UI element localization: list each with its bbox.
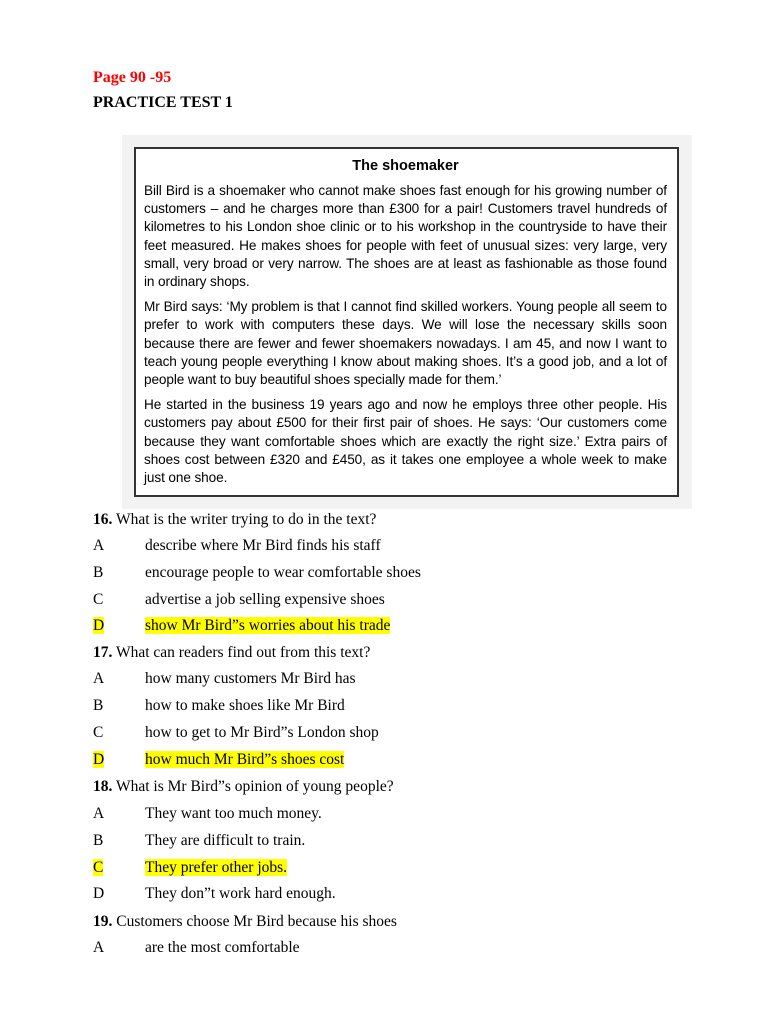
option-letter: A: [93, 670, 105, 687]
option-text: are the most comfortable: [145, 939, 300, 956]
article-title: The shoemaker: [352, 158, 459, 174]
option-letter: B: [93, 697, 104, 714]
question-16: [93, 510, 376, 530]
option-text: advertise a job selling expensive shoes: [145, 591, 385, 608]
option-text: encourage people to wear comfortable shoes: [145, 564, 421, 581]
option-17-c[interactable]: [93, 723, 379, 743]
option-letter: A: [93, 939, 105, 956]
option-17-b[interactable]: [93, 696, 345, 716]
option-text: how to get to Mr Bird”s London shop: [145, 724, 379, 741]
option-letter: D: [93, 885, 105, 902]
option-text: They want too much money.: [145, 805, 322, 822]
option-16-b[interactable]: [93, 563, 421, 583]
highlighted-answer: how much Mr Bird”s shoes cost: [145, 751, 345, 768]
article-paragraph: Bill Bird is a shoemaker who cannot make shoes fast enough for his growing number of customers – and he charges more than £300 for a pair! Customers travel hundreds of kilometres to his London shoe clinic or to his workshop in the countryside to have their feet measured. He makes shoes for people with feet of unusual sizes: very large, very small, very broad or very narrow. The shoes are at least as fashionable as those found in ordinary shops.: [144, 183, 667, 290]
option-18-c-answer[interactable]: [93, 858, 287, 878]
option-letter: C: [93, 591, 104, 608]
page-reference: Page 90 -95: [93, 69, 172, 86]
option-18-b[interactable]: [93, 831, 305, 851]
question-17: [93, 643, 370, 663]
option-text: describe where Mr Bird finds his staff: [145, 537, 381, 554]
question-text: What is the writer trying to do in the text?: [112, 511, 377, 528]
option-text: They are difficult to train.: [145, 832, 306, 849]
option-letter: D: [93, 751, 105, 768]
option-letter: A: [93, 805, 105, 822]
option-letter: A: [93, 537, 105, 554]
option-text: how to make shoes like Mr Bird: [145, 697, 345, 714]
question-number: 17.: [93, 644, 113, 661]
option-19-a[interactable]: [93, 938, 300, 958]
article-paragraph: He started in the business 19 years ago and now he employs three other people. His customers pay about £500 for their first pair of shoes. He says: ‘Our customers come because they want comfortable shoes which are exactly the right size.’ Extra pairs of shoes cost between £320 and £450, as it takes one employee a whole week to make just one shoe.: [144, 397, 667, 486]
question-text: What is Mr Bird”s opinion of young people?: [112, 778, 394, 795]
question-number: 18.: [93, 778, 113, 795]
option-17-d-answer[interactable]: [93, 750, 344, 770]
question-19: [93, 912, 397, 932]
option-letter: B: [93, 564, 104, 581]
option-18-a[interactable]: [93, 804, 322, 824]
option-letter: C: [93, 724, 104, 741]
option-letter: B: [93, 832, 104, 849]
option-letter: D: [93, 617, 105, 634]
option-text: how many customers Mr Bird has: [145, 670, 356, 687]
test-title: PRACTICE TEST 1: [93, 94, 233, 111]
question-18: [93, 777, 394, 797]
option-16-a[interactable]: [93, 536, 381, 556]
option-18-d[interactable]: [93, 884, 336, 904]
question-text: Customers choose Mr Bird because his shoes: [112, 913, 397, 930]
option-letter: C: [93, 859, 104, 876]
question-text: What can readers find out from this text?: [112, 644, 371, 661]
question-number: 16.: [93, 511, 113, 528]
option-16-d-answer[interactable]: [93, 616, 390, 636]
option-17-a[interactable]: [93, 669, 356, 689]
article-paragraph: Mr Bird says: ‘My problem is that I cannot find skilled workers. Young people all seem to prefer to work with computers these days. We will lose the necessary skills soon because there are fewer and fewer shoemakers nowadays. I am 45, and now I want to teach young people everything I know about making shoes. It’s a good job, and a lot of people want to buy beautiful shoes specially made for them.’: [144, 299, 667, 388]
highlighted-answer: show Mr Bird”s worries about his trade: [145, 617, 391, 634]
option-16-c[interactable]: [93, 590, 385, 610]
question-number: 19.: [93, 913, 113, 930]
article-box: [134, 147, 679, 497]
highlighted-answer: They prefer other jobs.: [145, 859, 288, 876]
option-text: They don”t work hard enough.: [145, 885, 336, 902]
